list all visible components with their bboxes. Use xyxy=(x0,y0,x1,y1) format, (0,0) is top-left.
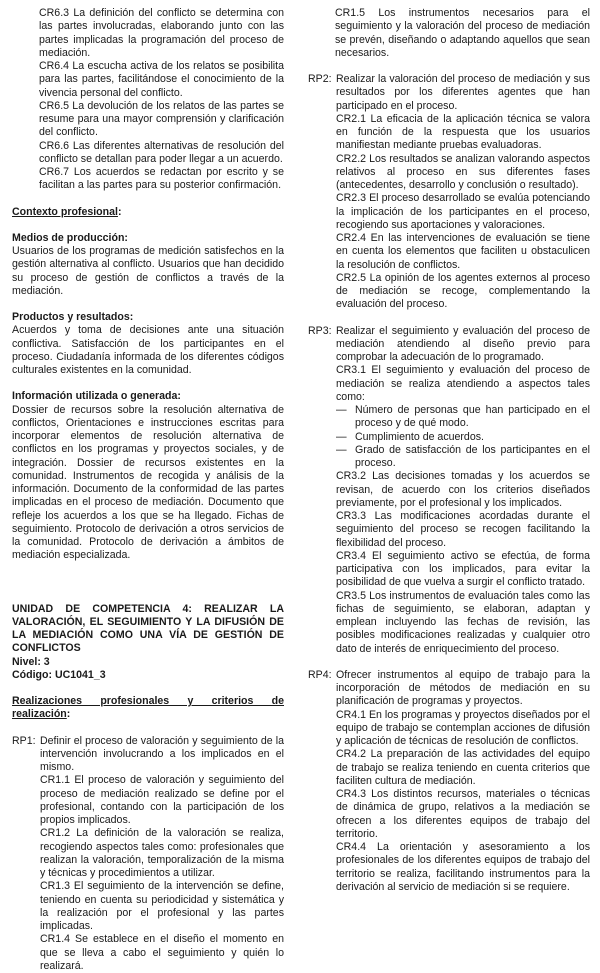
productos-text: Acuerdos y toma de decisiones ante una situación conflictiva. Satisfacción de los participantes en el proceso. Ciudadanía informada de los diferentes códigos culturales existentes en la comunidad. xyxy=(12,324,284,377)
codigo: Código: UC1041_3 xyxy=(12,669,284,682)
medios-heading: Medios de producción: xyxy=(12,232,284,245)
rp4-label: RP4: xyxy=(308,669,336,894)
medios-text: Usuarios de los programas de medición satisfechos en la gestión alternativa al conflicto. Usuarios que han decidido su proceso de gestión de conflictos a través de la mediación. xyxy=(12,245,284,298)
rp1-label: RP1: xyxy=(12,735,40,973)
criterion-cr2-1: CR2.1 La eficacia de la aplicación técnica se valora en función de la respuesta que los usuarios manifiestan mediante pruebas evaluadoras. xyxy=(336,113,590,153)
criterion-cr6-7: CR6.7 Los acuerdos se redactan por escrito y se facilitan a las partes para su posterior confirmación. xyxy=(39,166,284,193)
criterion-cr4-2: CR4.2 La preparación de las actividades del equipo de trabajo se realiza teniendo en cuenta criterios que faciliten cultura de mediación. xyxy=(336,748,590,788)
criterion-cr2-4: CR2.4 En las intervenciones de evaluación se tiene en cuenta los elementos que faciliten u obstaculicen la resolución de conflictos. xyxy=(336,232,590,272)
rp3-label: RP3: xyxy=(308,325,336,656)
criterion-cr3-4: CR3.4 El seguimiento activo se efectúa, de forma participativa con los implicados, para evitar la posibilidad de que vuelva a surgir el conflicto tratado. xyxy=(336,550,590,590)
realizaciones-colon: : xyxy=(67,708,71,720)
realizaciones-heading xyxy=(12,695,284,722)
rp4-block xyxy=(308,669,590,894)
bullet-item xyxy=(336,431,590,444)
info-text: Dossier de recursos sobre la resolución alternativa de conflictos, Orientaciones e instrucciones escritas para incorporar elementos de resolución alternativa de conflictos en los programas y proyectos sociales, y de integración. Dossier de recursos existentes en la comunidad. Instrumentos de recogida y análisis de la información. Documento de la conformidad de las partes implicadas en el proceso de mediación. Documento que refleje los acuerdos a los que se ha llegado. Fichas de seguimiento. Protocolo de derivación a otros servicios de la comunidad. Protocolo de derivación a ámbitos de mediación especializada. xyxy=(12,404,284,563)
bullet-item xyxy=(336,404,590,431)
criterion-cr2-2: CR2.2 Los resultados se analizan valorando aspectos relativos al proceso en sus diferentes fases (antecedentes, desarrollo y conclusión o resultado). xyxy=(336,153,590,193)
dash-bullet-icon: — xyxy=(336,444,355,471)
uc-title: UNIDAD DE COMPETENCIA 4: REALIZAR LA VALORACIÓN, EL SEGUIMIENTO Y LA DIFUSIÓN DE LA MEDIACIÓN COMO UNA VÍA DE GESTIÓN DE CONFLICTOS xyxy=(12,603,284,656)
rp3-block xyxy=(308,325,590,656)
realizaciones-title: Realizaciones profesionales y criterios de realización xyxy=(12,695,284,720)
productos-heading: Productos y resultados: xyxy=(12,311,284,324)
criterion-cr2-3: CR2.3 El proceso desarrollado se evalúa potenciando la implicación de los participantes en el proceso, recogiendo sus aportaciones y valoraciones. xyxy=(336,192,590,232)
criterion-cr1-5: CR1.5 Los instrumentos necesarios para el seguimiento y la valoración del proceso de mediación se prevén, diseñando o adaptando aquellos que sean necesarios. xyxy=(335,7,590,60)
bullet-text: Cumplimiento de acuerdos. xyxy=(355,431,590,444)
criterion-cr4-4: CR4.4 La orientación y asesoramiento a los profesionales de los diferentes equipos de trabajo del territorio se realiza, facilitando instrumentos para la derivación al servicio de mediación si se requiere. xyxy=(336,841,590,894)
rp2-label: RP2: xyxy=(308,73,336,312)
bullet-item xyxy=(336,444,590,471)
contexto-colon: : xyxy=(118,206,122,218)
criterion-cr2-5: CR2.5 La opinión de los agentes externos al proceso de mediación se recoge, complementando la evaluación del proceso. xyxy=(336,272,590,312)
contexto-title: Contexto profesional xyxy=(12,206,118,218)
nivel: Nivel: 3 xyxy=(12,656,284,669)
criterion-cr4-3: CR4.3 Los distintos recursos, materiales o técnicas de dinámica de grupo, relativos a la mediación se ofrecen a los diferentes equipos de trabajo del territorio. xyxy=(336,788,590,841)
bullet-text: Número de personas que han participado en el proceso y de qué modo. xyxy=(355,404,590,431)
right-column xyxy=(308,7,590,894)
criterion-cr1-1: CR1.1 El proceso de valoración y seguimiento del proceso de mediación realizado se define por el profesional, contando con la participación de los propios implicados. xyxy=(40,774,284,827)
criterion-cr6-5: CR6.5 La devolución de los relatos de las partes se resume para una mayor comprensión y clarificación del conflicto. xyxy=(39,100,284,140)
criterion-cr6-3: CR6.3 La definición del conflicto se determina con las partes involucradas, elaborando junto con las partes implicadas la programación del proceso de mediación. xyxy=(39,7,284,60)
rp2-text: Realizar la valoración del proceso de mediación y sus resultados por los diferentes agentes que han participado en el proceso. xyxy=(336,73,590,113)
dash-bullet-icon: — xyxy=(336,404,355,431)
rp4-text: Ofrecer instrumentos al equipo de trabajo para la incorporación de métodos de mediación en su planificación de programas y proyectos. xyxy=(336,669,590,709)
criterion-cr3-2: CR3.2 Las decisiones tomadas y los acuerdos se revisan, de acuerdo con los criterios diseñados previamente, por el profesional y los implicados. xyxy=(336,470,590,510)
criterion-cr1-4: CR1.4 Se establece en el diseño el momento en que se lleva a cabo el seguimiento y quién lo realizará. xyxy=(40,933,284,973)
criterion-cr3-1: CR3.1 El seguimiento y evaluación del proceso de mediación se realiza atendiendo a aspectos tales como: xyxy=(336,364,590,404)
info-heading: Información utilizada o generada: xyxy=(12,390,284,403)
criterion-cr6-6: CR6.6 Las diferentes alternativas de resolución del conflicto se detallan para poder llegar a un acuerdo. xyxy=(39,140,284,167)
rp3-text: Realizar el seguimiento y evaluación del proceso de mediación atendiendo al diseño previo para comprobar la adecuación de lo programado. xyxy=(336,325,590,365)
criterion-cr1-2: CR1.2 La definición de la valoración se realiza, recogiendo aspectos tales como: profesionales que realizan la valoración, temporalización de la misma y técnicas y procedimientos a utilizar. xyxy=(40,827,284,880)
rp1-text: Definir el proceso de valoración y seguimiento de la intervención involucrando a los implicados en el mismo. xyxy=(40,735,284,775)
rp1-block xyxy=(12,735,284,973)
criterion-cr6-4: CR6.4 La escucha activa de los relatos se posibilita para las partes, facilitándose el conocimiento de la vivencia personal del conflicto. xyxy=(39,60,284,100)
contexto-heading xyxy=(12,206,284,219)
criterion-cr4-1: CR4.1 En los programas y proyectos diseñados por el equipo de trabajo se contemplan acciones de difusión y aplicación de técnicas de resolución de conflictos. xyxy=(336,709,590,749)
dash-bullet-icon: — xyxy=(336,431,355,444)
criterion-cr3-5: CR3.5 Los instrumentos de evaluación tales como las fichas de seguimiento, se elaboran, adaptan y emplean incluyendo las fechas de revisión, las posibles modificaciones realizadas y cualquier otro dato de interés de enriquecimiento del proceso. xyxy=(336,590,590,656)
criterion-cr1-3: CR1.3 El seguimiento de la intervención se define, teniendo en cuenta su periodicidad y sistemática y la realización por el profesional y las partes implicadas. xyxy=(40,880,284,933)
bullet-text: Grado de satisfacción de los participantes en el proceso. xyxy=(355,444,590,471)
criterion-cr3-3: CR3.3 Las modificaciones acordadas durante el seguimiento del proceso se recogen facilitando la flexibilidad del proceso. xyxy=(336,510,590,550)
left-column xyxy=(12,7,284,973)
rp2-block xyxy=(308,73,590,312)
